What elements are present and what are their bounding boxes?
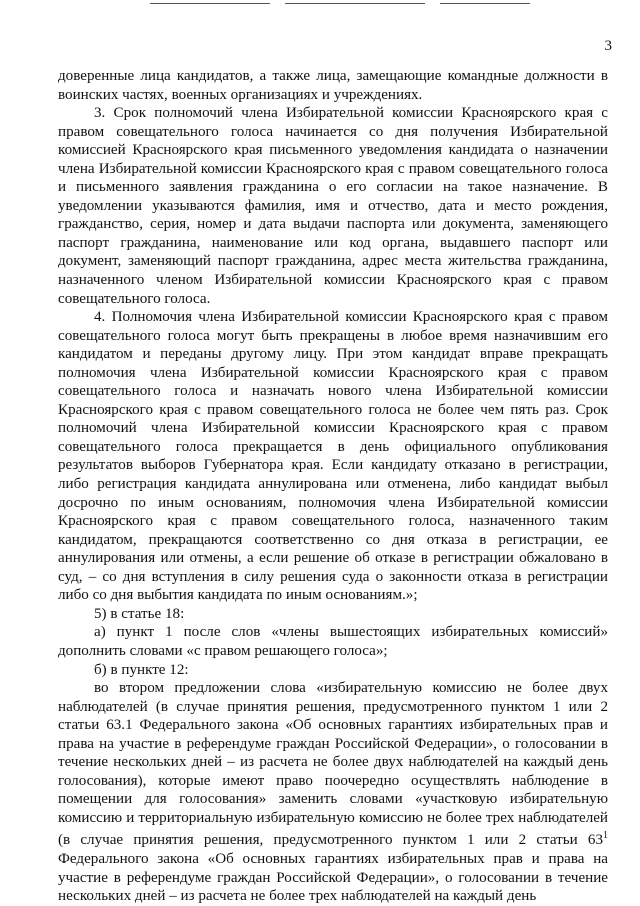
paragraph-item-5: 5) в статье 18: — [94, 605, 185, 622]
paragraph-second-sentence — [58, 679, 608, 906]
document-body — [58, 67, 608, 906]
paragraph-subitem-a: а) пункт 1 после слов «члены вышестоящих избирательных комиссий» дополнить словами «с правом решающего голоса»; — [58, 624, 608, 659]
article-superscript: 1 — [603, 830, 608, 842]
top-scan-rule-3 — [440, 3, 530, 4]
paragraph-continuation: доверенные лица кандидатов, а также лица, замещающие командные должности в воинских частях, военных организациях и учреждениях. — [58, 68, 608, 103]
paragraph-second-sentence-part-2: Федерального закона «Об основных гарантиях избирательных прав и права на участие в референдуме граждан Российской Федерации», о голосовании в течение нескольких дней – из расчета не более трех наблюдателей на каждый день — [58, 851, 608, 905]
paragraph-clause-4: 4. Полномочия члена Избирательной комиссии Красноярского края с правом совещательного голоса могут быть прекращены в любое время назначившим его кандидатом и переданы другому лицу. При этом кандидат вправе прекращать полномочия члена Избирательной комиссии Красноярского края с правом совещательного голоса и назначать нового члена Избирательной комиссии Красноярского края с правом совещательного голоса не более чем пять раз. Срок полномочий члена Избирательной комиссии Красноярского края с правом совещательного голоса прекращается в день официального опубликования результатов выборов Губернатора края. Если кандидату отказано в регистрации, либо регистрация кандидата аннулирована или отменена, либо кандидат выбыл досрочно по иным основаниям, полномочия члена Избирательной комиссии Красноярского края с правом совещательного голоса, назначенного таким кандидатом, прекращаются соответственно со дня отказа в регистрации, ее аннулирования или отмены, а если решение об отказе в регистрации обжаловано в суд, – со дня вступления в силу решения суда о законности отказа в регистрации либо со дня выбытия кандидата по иным основаниям.»; — [58, 309, 608, 604]
page-number: 3 — [604, 38, 612, 54]
top-scan-rule-2 — [285, 3, 425, 4]
paragraph-subitem-b: б) в пункте 12: — [94, 661, 189, 678]
paragraph-second-sentence-part-1: во втором предложении слова «избирательную комиссию не более двух наблюдателей (в случае принятия решения, предусмотренного пунктом 1 или 2 статьи 63.1 Федерального закона «Об основных гарантиях избирательных прав и права на участие в референдуме граждан Российской Федерации», о голосовании в течение нескольких дней – из расчета не более двух наблюдателей на каждый день голосования), которые имеют право поочередно осуществлять наблюдение в помещении для голосования» заменить словами «участковую избирательную комиссию и территориальную избирательную комиссию не более трех наблюдателей (в случае принятия решения, предусмотренного пунктом 1 или 2 статьи 63 — [58, 680, 608, 849]
top-scan-rule-1 — [150, 3, 270, 4]
paragraph-clause-3: 3. Срок полномочий члена Избирательной комиссии Красноярского края с правом совещательного голоса начинается со дня получения Избирательной комиссией Красноярского края письменного уведомления кандидата о назначении члена Избирательной комиссии Красноярского края с правом совещательного голоса и письменного заявления гражданина о его согласии на такое назначение. В уведомлении указываются фамилия, имя и отчество, дата и место рождения, гражданство, серия, номер и дата выдачи паспорта или документа, заменяющего паспорт гражданина, наименование или код органа, выдавшего паспорт или документ, заменяющий паспорт гражданина, адрес места жительства гражданина, назначенного членом Избирательной комиссии Красноярского края с правом совещательного голоса. — [58, 105, 608, 307]
